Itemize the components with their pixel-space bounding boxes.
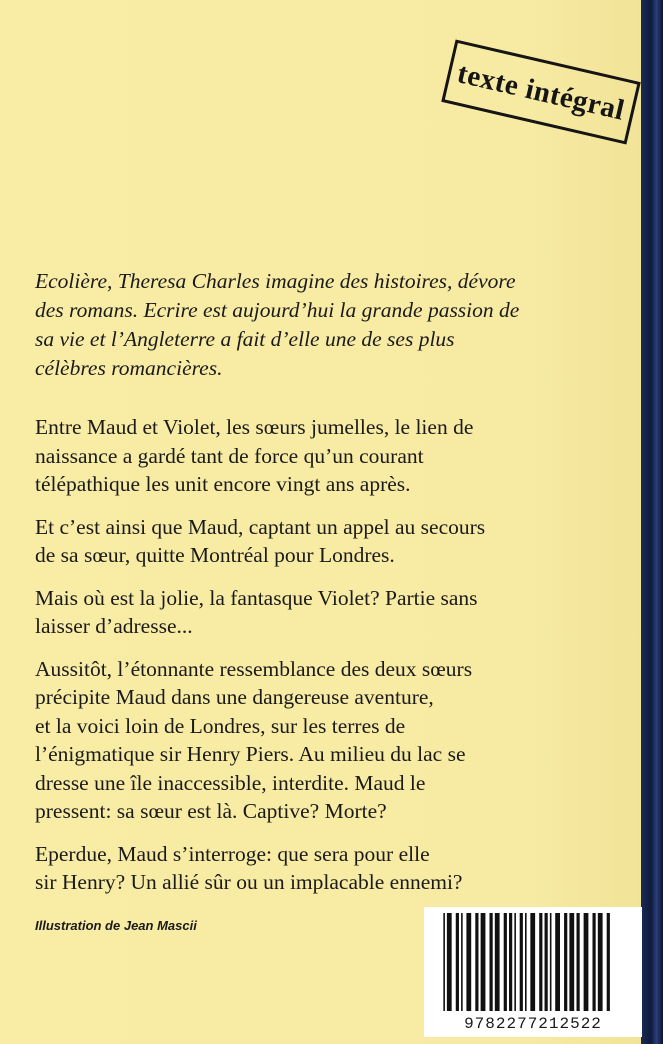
story-line: précipite Maud dans une dangereuse aventure, (35, 685, 434, 709)
story-paragraph (35, 513, 635, 570)
story-line: Mais où est la jolie, la fantasque Violet? Partie sans (35, 585, 478, 610)
story-line: dresse une île inaccessible, interdite. Maud le (35, 770, 426, 795)
barcode-bar (592, 913, 595, 1011)
story-paragraph (35, 584, 635, 641)
barcode-bars (438, 913, 628, 1011)
story-line: laisser d’adresse... (35, 614, 193, 638)
barcode-bar (514, 913, 516, 1011)
barcode-bar (504, 913, 507, 1011)
barcode-bar (525, 913, 527, 1011)
intro-line: des romans. Ecrire est aujourd’hui la grande passion de (35, 298, 520, 322)
barcode-bar (443, 913, 445, 1011)
story-line: Et c’est ainsi que Maud, captant un appel au secours (35, 514, 486, 539)
barcode-bar (564, 913, 567, 1011)
author-intro (35, 267, 635, 383)
barcode-bar (475, 913, 478, 1011)
barcode-bar (569, 913, 574, 1011)
story-line: télépathique les unit encore vingt ans après. (35, 472, 411, 496)
story-paragraph (35, 655, 635, 826)
barcode-bar (456, 913, 459, 1011)
story-line: l’énigmatique sir Henry Piers. Au milieu du lac se (35, 742, 466, 766)
barcode-bar (577, 913, 580, 1011)
barcode-bar (555, 913, 560, 1011)
barcode-bar (539, 913, 542, 1011)
barcode-bar (490, 913, 493, 1011)
barcode-bar (545, 913, 548, 1011)
barcode-bar (584, 913, 589, 1011)
stamp-text: texte intégral (454, 56, 628, 127)
intro-line: sa vie et l’Angleterre a fait d’elle une de ses plus (35, 327, 455, 351)
barcode-bar (495, 913, 500, 1011)
barcode-bar (461, 913, 463, 1011)
story-line: naissance a gardé tant de force qu’un courant (35, 443, 424, 468)
barcode-bar (550, 913, 552, 1011)
barcode-bar (509, 913, 512, 1011)
barcode-digits: 9782277212522 (464, 1015, 602, 1033)
illustration-credit: Illustration de Jean Mascii (35, 918, 197, 933)
story-line: sir Henry? Un allié sûr ou un implacable ennemi? (35, 870, 463, 894)
story-line: Aussitôt, l’étonnante ressemblance des deux sœurs (35, 656, 473, 681)
story-summary (35, 413, 635, 911)
story-line: Entre Maud et Violet, les sœurs jumelles, le lien de (35, 415, 474, 439)
barcode-bar (447, 913, 452, 1011)
story-line: et la voici loin de Londres, sur les terres de (35, 713, 406, 738)
barcode-bar (607, 913, 610, 1011)
barcode-bar (598, 913, 603, 1011)
isbn-barcode (424, 907, 642, 1037)
story-line: Eperdue, Maud s’interroge: que sera pour elle (35, 841, 430, 866)
story-line: de sa sœur, quitte Montréal pour Londres. (35, 543, 395, 567)
intro-line: Ecolière, Theresa Charles imagine des histoires, dévore (35, 269, 516, 293)
barcode-bar (466, 913, 471, 1011)
story-line: pressent: sa sœur est là. Captive? Morte? (35, 799, 387, 823)
barcode-bar (520, 913, 523, 1011)
barcode-bar (530, 913, 535, 1011)
spine-edge (641, 0, 663, 1044)
story-paragraph (35, 840, 635, 897)
intro-line: célèbres romancières. (35, 356, 223, 380)
barcode-bar (481, 913, 486, 1011)
story-paragraph (35, 413, 635, 499)
